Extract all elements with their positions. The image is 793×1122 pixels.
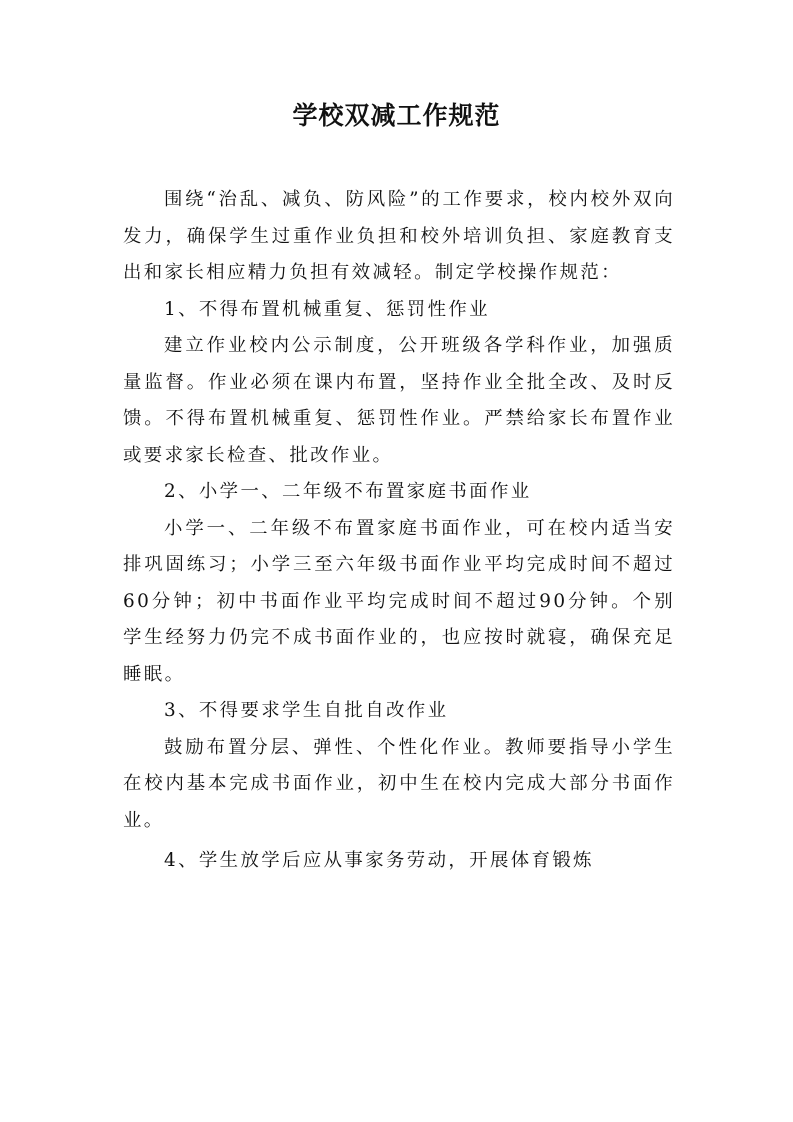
section-text-3: 鼓励布置分层、弹性、个性化作业。教师要指导小学生在校内基本完成书面作业，初中生在校内完成大部分书面作业。 xyxy=(123,736,675,831)
document-body xyxy=(123,182,675,880)
section-text-2: 小学一、二年级不布置家庭书面作业，可在校内适当安排巩固练习；小学三至六年级书面作业平均完成时间不超过60分钟；初中书面作业平均完成时间不超过90分钟。个别学生经努力仍完不成书面作业的，也应按时就寝，确保充足睡眠。 xyxy=(123,517,675,685)
document-title: 学校双减工作规范 xyxy=(292,101,501,130)
section-text-1: 建立作业校内公示制度，公开班级各学科作业，加强质量监督。作业必须在课内布置，坚持作业全批全改、及时反馈。不得布置机械重复、惩罚性作业。严禁给家长布置作业或要求家长检查、批改作业。 xyxy=(123,335,675,466)
section-heading-2: 2、小学一、二年级不布置家庭书面作业 xyxy=(164,481,532,502)
section-heading-1: 1、不得布置机械重复、惩罚性作业 xyxy=(164,298,490,320)
section-heading-3: 3、不得要求学生自批自改作业 xyxy=(164,700,449,721)
section-heading-4: 4、学生放学后应从事家务劳动，开展体育锻炼 xyxy=(164,850,594,871)
intro-paragraph: 围绕“治乱、减负、防风险”的工作要求，校内校外双向发力，确保学生过重作业负担和校外培训负担、家庭教育支出和家长相应精力负担有效减轻。制定学校操作规范： xyxy=(123,189,675,283)
